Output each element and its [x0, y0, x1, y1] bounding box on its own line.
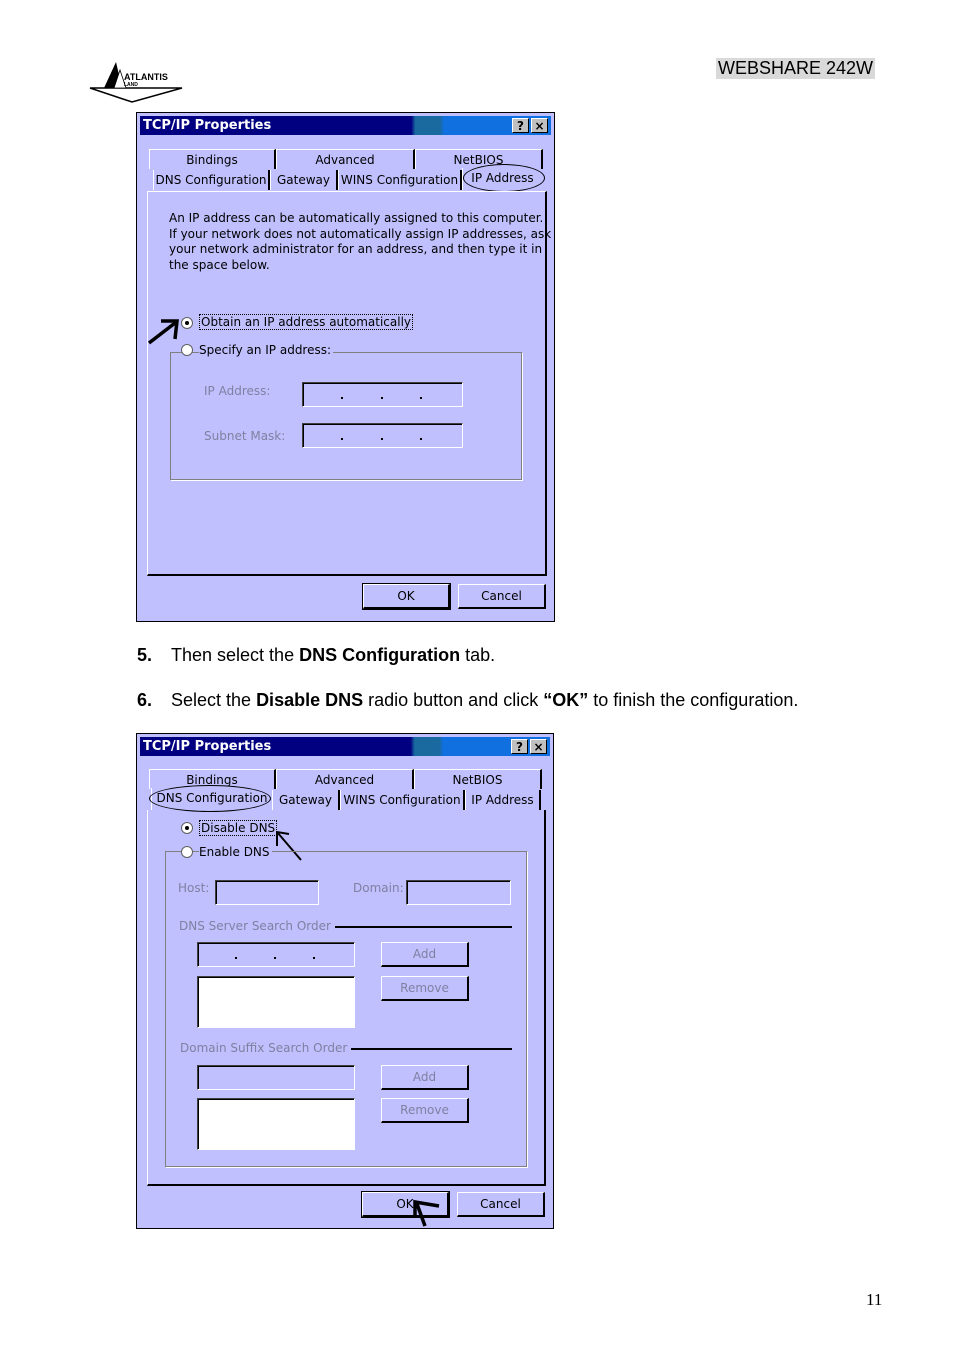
description	[169, 211, 551, 273]
radio-obtain-auto-label[interactable]: Obtain an IP address automatically	[201, 315, 412, 329]
subnet-mask-label: Subnet Mask:	[204, 429, 286, 443]
radio-enable-dns[interactable]	[181, 846, 193, 858]
tab-wins-configuration[interactable]: WINS Configuration	[338, 170, 462, 190]
tab-netbios[interactable]: NetBIOS	[415, 149, 543, 169]
step-number: 6.	[137, 690, 153, 710]
domain-input[interactable]	[406, 880, 511, 905]
tab-advanced[interactable]: Advanced	[276, 769, 414, 789]
suffix-remove-button[interactable]: Remove	[381, 1098, 469, 1123]
ok-button[interactable]: OK	[362, 1192, 449, 1217]
tab-wins-configuration[interactable]: WINS Configuration	[340, 790, 465, 810]
tab-dns-configuration[interactable]: DNS Configuration	[151, 788, 272, 810]
suffix-add-button[interactable]: Add	[381, 1065, 469, 1090]
radio-specify-ip-label[interactable]: Specify an IP address:	[199, 343, 332, 357]
specify-ip-group	[170, 352, 522, 480]
page-number: 11	[866, 1290, 883, 1309]
domain-suffix-order-label: Domain Suffix Search Order	[180, 1041, 351, 1055]
step-6	[137, 689, 798, 711]
title-bar	[140, 116, 551, 135]
cancel-button[interactable]: Cancel	[457, 1192, 545, 1217]
step-text: Select the	[171, 690, 257, 710]
step-text: tab.	[460, 645, 496, 665]
description-line: An IP address can be automatically assigned to this computer.	[169, 211, 544, 225]
description-line: the space below.	[169, 257, 270, 272]
help-button[interactable]: ?	[511, 739, 528, 754]
dialog-title: TCP/IP Properties	[143, 739, 272, 754]
close-button[interactable]: ×	[530, 739, 547, 754]
help-button[interactable]: ?	[512, 118, 529, 133]
title-bar	[140, 737, 550, 756]
host-input[interactable]	[215, 880, 319, 905]
dns-server-ip-input[interactable]	[197, 942, 355, 967]
svg-text:LAND: LAND	[124, 82, 138, 88]
tab-netbios[interactable]: NetBIOS	[414, 769, 542, 789]
step-text: radio button and click	[363, 690, 544, 710]
description-line: If your network does not automatically assign IP addresses, ask	[169, 226, 552, 241]
description-line: your network administrator for an address, and then type it in	[169, 242, 543, 256]
dns-server-list[interactable]	[197, 976, 355, 1028]
tab-dns-configuration[interactable]: DNS Configuration	[153, 170, 270, 190]
tab-gateway[interactable]: Gateway	[270, 170, 338, 190]
tab-bindings[interactable]: Bindings	[149, 769, 276, 789]
subnet-mask-input[interactable]	[302, 423, 463, 448]
domain-label: Domain:	[353, 881, 404, 895]
tab-ip-address[interactable]: IP Address	[465, 790, 541, 810]
step-5	[137, 644, 495, 666]
cancel-button[interactable]: Cancel	[458, 584, 546, 609]
step-number: 5.	[137, 645, 153, 665]
ok-button[interactable]: OK	[363, 584, 450, 609]
radio-specify-ip[interactable]	[181, 344, 193, 356]
arrow-pointer-icon	[409, 1196, 445, 1228]
highlight-ellipse	[463, 164, 545, 192]
ip-address-input[interactable]	[302, 382, 463, 407]
arrow-pointer-icon	[145, 313, 185, 347]
host-label: Host:	[178, 881, 210, 895]
svg-text:ATLANTIS: ATLANTIS	[124, 72, 168, 82]
step-bold: DNS Configuration	[299, 645, 461, 665]
step-bold: Disable DNS	[256, 690, 364, 710]
dns-server-order-label: DNS Server Search Order	[179, 919, 335, 933]
radio-disable-dns[interactable]	[181, 822, 193, 834]
dialog-title: TCP/IP Properties	[143, 118, 272, 133]
radio-disable-dns-label[interactable]: Disable DNS	[201, 821, 276, 835]
tab-advanced[interactable]: Advanced	[276, 149, 415, 169]
dns-add-button[interactable]: Add	[381, 942, 469, 967]
tcpip-dialog-dns	[136, 733, 554, 1229]
atlantis-logo	[86, 58, 186, 104]
domain-suffix-list[interactable]	[197, 1098, 355, 1150]
step-text: to finish the configuration.	[588, 690, 799, 710]
step-text: Then select the	[171, 645, 300, 665]
step-bold: “OK”	[543, 690, 589, 710]
ip-address-label: IP Address:	[204, 384, 271, 398]
tcpip-dialog-ip	[136, 112, 555, 622]
tab-gateway[interactable]: Gateway	[272, 790, 340, 810]
highlight-ellipse	[149, 785, 271, 812]
dns-remove-button[interactable]: Remove	[381, 976, 469, 1001]
tab-bindings[interactable]: Bindings	[149, 149, 276, 169]
tab-ip-address[interactable]: IP Address	[462, 168, 542, 190]
domain-suffix-input[interactable]	[197, 1065, 355, 1090]
radio-enable-dns-label[interactable]: Enable DNS	[199, 845, 270, 859]
product-name: WEBSHARE 242W	[718, 58, 874, 78]
close-button[interactable]: ×	[531, 118, 548, 133]
